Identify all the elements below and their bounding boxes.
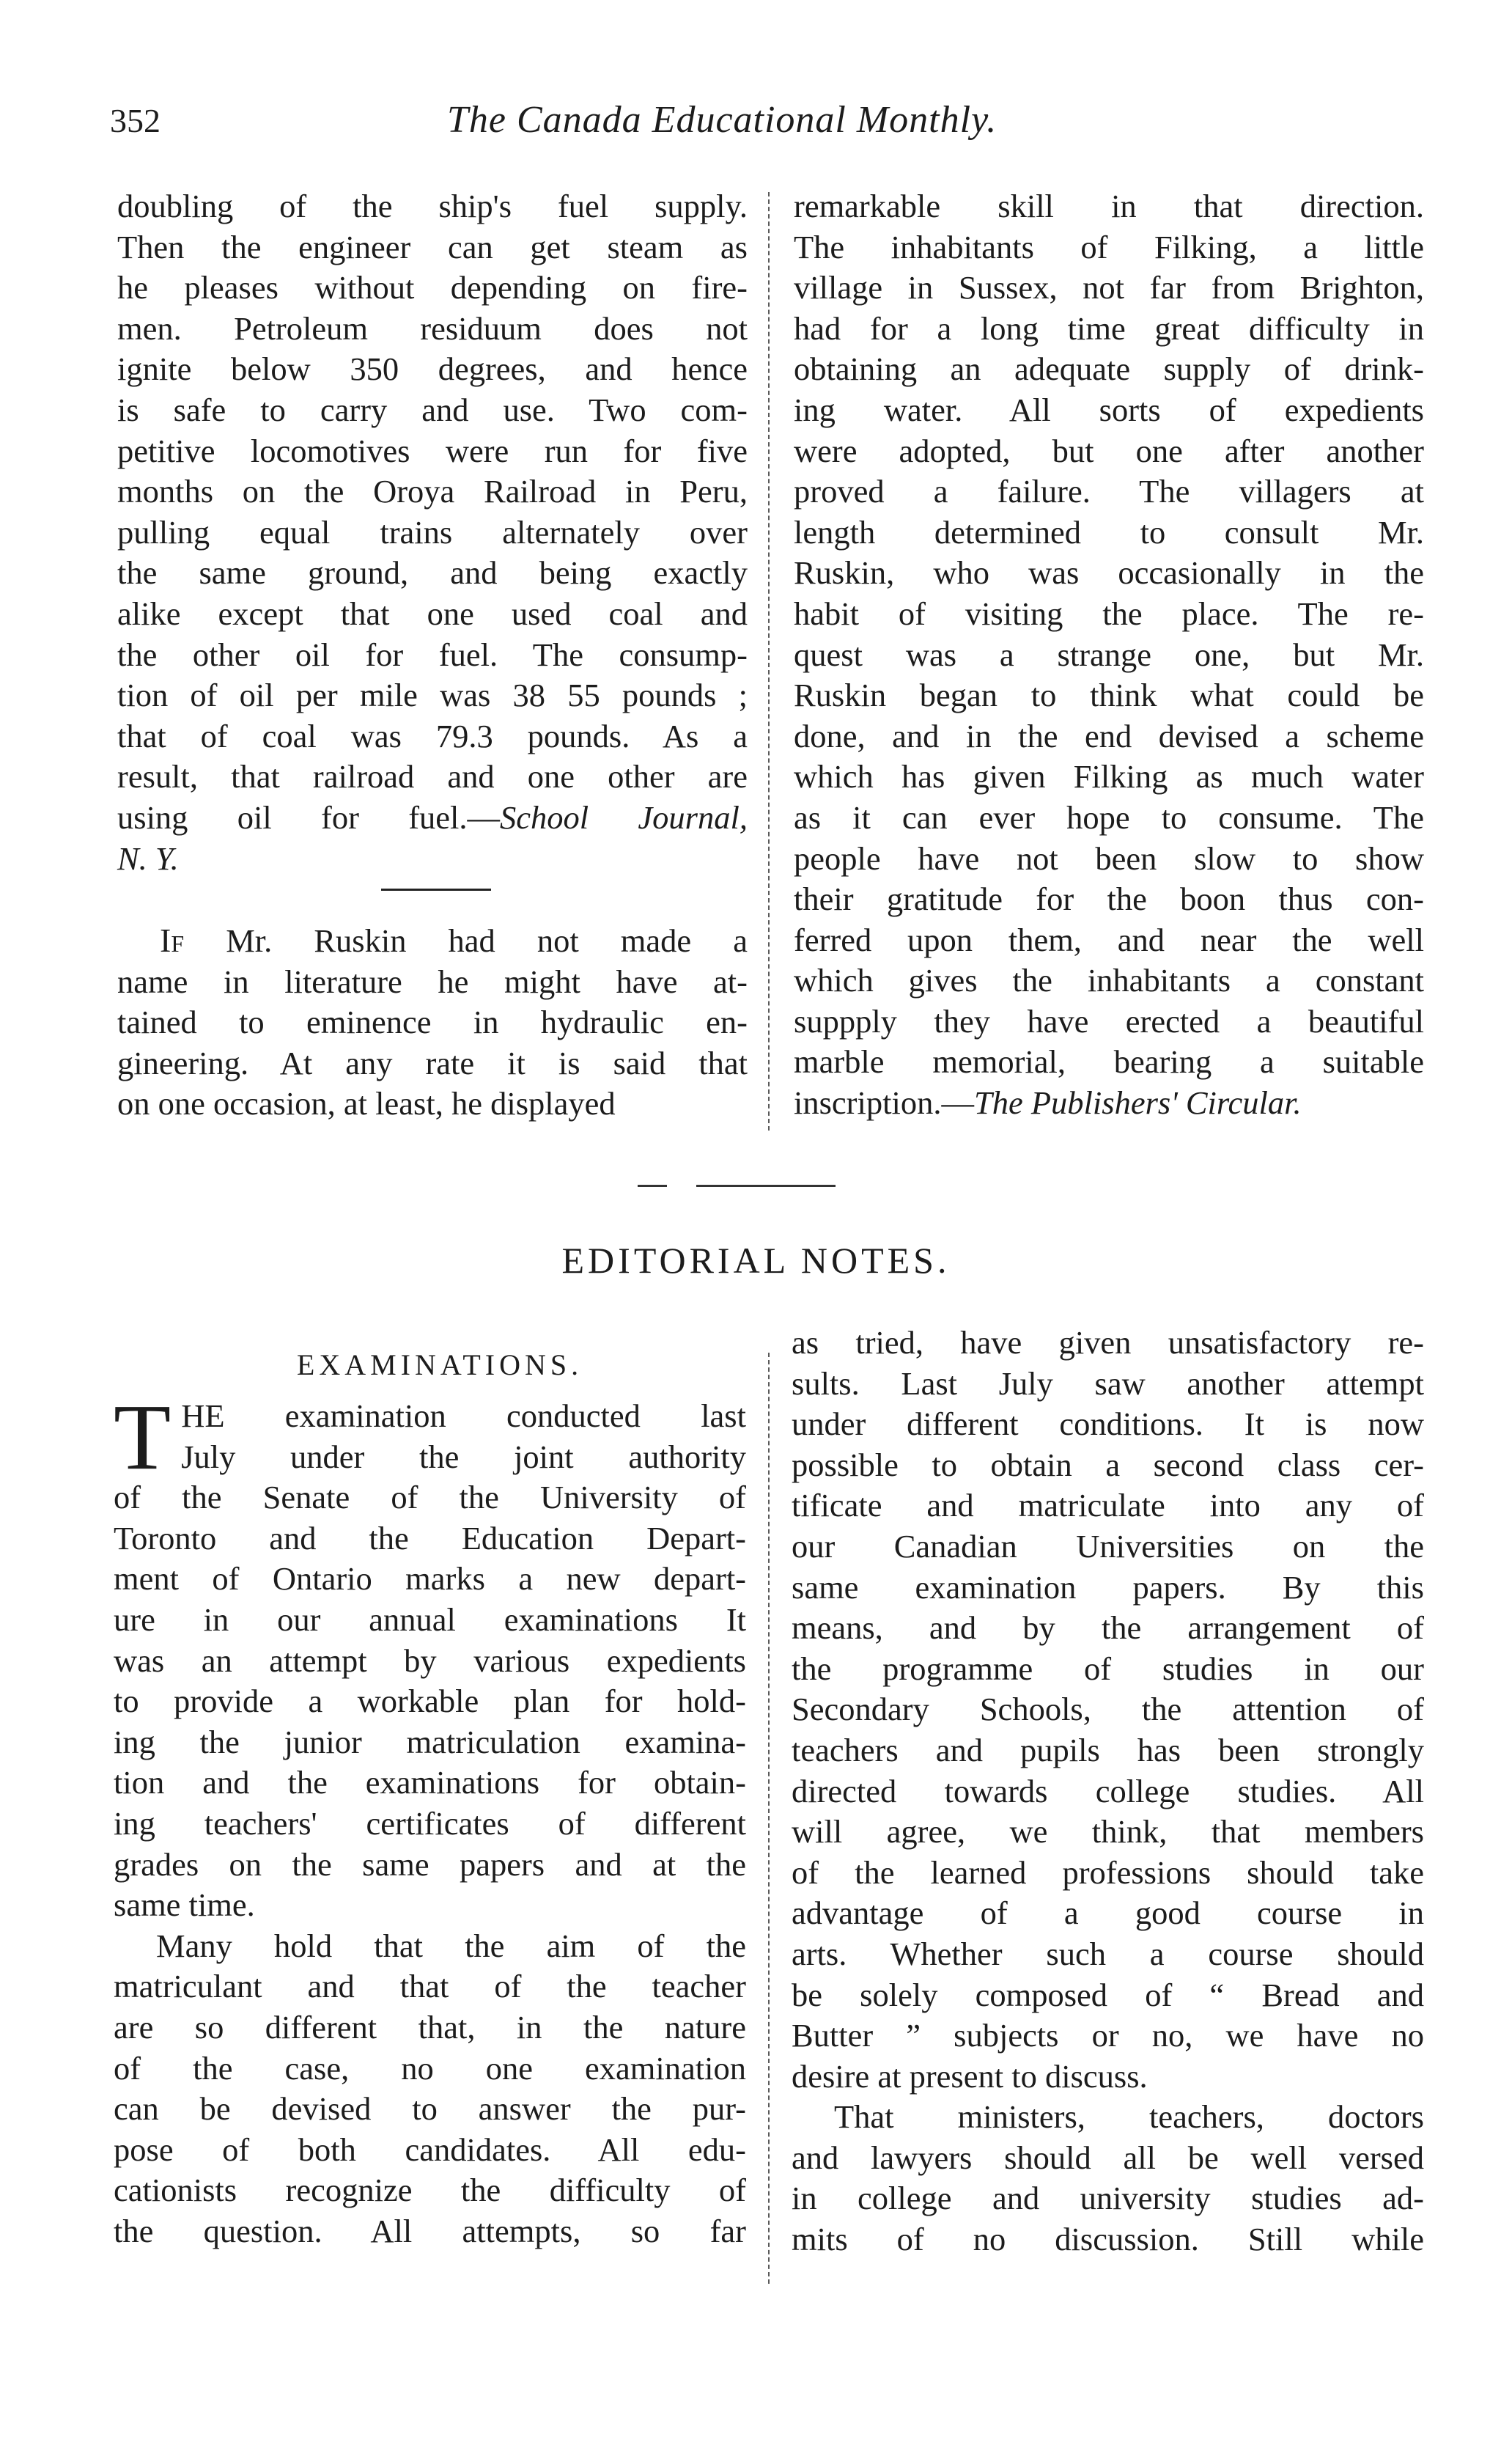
subsection-title: EXAMINATIONS. xyxy=(296,1348,583,1381)
text-line: obtaining an adequate supply of drink- xyxy=(794,350,1424,388)
text-line: tion of oil per mile was 38 55 pounds ; xyxy=(117,677,748,714)
text-line: suppply they have erected a beautiful xyxy=(794,1002,1424,1040)
ruskin-lines xyxy=(117,962,748,1125)
text-line: under different conditions. It is now xyxy=(792,1405,1424,1443)
text-line: will agree, we think, that members xyxy=(792,1813,1424,1850)
text-line: Butter ” subjects or no, we have no xyxy=(792,2017,1424,2054)
citation-line xyxy=(117,798,748,839)
text-line: tion and the examinations for obtain- xyxy=(114,1764,746,1801)
text-line: which gives the inhabitants a constant xyxy=(794,962,1424,999)
text-line: pose of both candidates. All edu- xyxy=(114,2131,746,2168)
text-line: Secondary Schools, the attention of xyxy=(792,1691,1424,1728)
page-number: 352 xyxy=(110,102,161,139)
text-line: the question. All attempts, so far xyxy=(114,2212,746,2249)
text-line: their gratitude for the boon thus con- xyxy=(794,881,1424,918)
text-line: the other oil for fuel. The consump- xyxy=(117,636,748,673)
text-line: done, and in the end devised a scheme xyxy=(794,717,1424,754)
text-line: be solely composed of “ Bread and xyxy=(792,1976,1424,2013)
text-line: ment of Ontario marks a new depart- xyxy=(114,1560,746,1598)
text-line: in college and university studies ad- xyxy=(792,2180,1424,2217)
first-paragraph xyxy=(114,1477,746,1926)
text-line: that of coal was 79.3 pounds. As a xyxy=(117,717,748,754)
ornamental-rule-right xyxy=(696,1185,836,1187)
text-line: are so different that, in the nature xyxy=(114,2008,746,2045)
text-line: teachers and pupils has been strongly xyxy=(792,1731,1424,1768)
text-line: The inhabitants of Filking, a little xyxy=(794,228,1424,265)
text-line: he pleases without depending on fire- xyxy=(117,269,748,306)
text-line: grades on the same papers and at the xyxy=(114,1845,746,1883)
text-line: men. Petroleum residuum does not xyxy=(117,309,748,347)
text-line: the same ground, and being exactly xyxy=(117,554,748,592)
text-line: was an attempt by various expedients xyxy=(114,1642,746,1679)
drop-cap: T xyxy=(114,1385,172,1489)
text-line: pulling equal trains alternately over xyxy=(117,513,748,551)
text-line: ing the junior matriculation examina- xyxy=(114,1723,746,1760)
text-line: July under the joint authority xyxy=(181,1438,746,1475)
publishers-citation-line xyxy=(794,1083,1424,1124)
text-line: possible to obtain a second class cer- xyxy=(792,1446,1424,1483)
section-title: EDITORIAL NOTES. xyxy=(561,1240,951,1281)
text-line: proved a failure. The villagers at xyxy=(794,473,1424,510)
text-line: Then the engineer can get steam as xyxy=(117,228,748,265)
text-line: advantage of a good course in xyxy=(792,1894,1424,1932)
item-separator-rule xyxy=(381,889,491,891)
text-line: had for a long time great difficulty in xyxy=(794,309,1424,347)
top-right-last-line: inscription.— xyxy=(794,1084,974,1122)
text-line: matriculant and that of the teacher xyxy=(114,1968,746,2005)
text-line: length determined to consult Mr. xyxy=(794,513,1424,551)
text-line: on one occasion, at least, he displayed xyxy=(117,1085,616,1122)
text-line: which has given Filking as much water xyxy=(794,758,1424,795)
text-line: our Canadian Universities on the xyxy=(792,1527,1424,1565)
text-line: tificate and matriculate into any of xyxy=(792,1487,1424,1524)
text-line: That ministers, teachers, doctors xyxy=(834,2098,1424,2136)
text-line: to provide a workable plan for hold- xyxy=(114,1683,746,1720)
first-paragraph-head xyxy=(114,1385,746,1489)
text-line: tained to eminence in hydraulic en- xyxy=(117,1004,748,1041)
text-line: were adopted, but one after another xyxy=(794,432,1424,469)
text-line: is safe to carry and use. Two com- xyxy=(117,391,748,428)
text-line: Many hold that the aim of the xyxy=(156,1927,746,1964)
text-line: quest was a strange one, but Mr. xyxy=(794,636,1424,673)
text-line: people have not been slow to show xyxy=(794,839,1424,877)
page-header xyxy=(110,88,1458,147)
text-line: arts. Whether such a course should xyxy=(792,1935,1424,1972)
text-line: ing teachers' certificates of different xyxy=(114,1804,746,1842)
text-line: remarkable skill in that direction. xyxy=(794,188,1424,224)
top-column-divider xyxy=(768,192,770,1131)
text-line: Ruskin began to think what could be xyxy=(794,677,1424,714)
text-line: HE examination conducted last xyxy=(181,1397,746,1434)
citation-publishers-circular: The Publishers' Circular. xyxy=(973,1084,1302,1122)
text-line: petitive locomotives were run for five xyxy=(117,432,748,469)
top-right-lines xyxy=(794,186,1424,1083)
top-right-column xyxy=(794,186,1424,1124)
text-line: doubling of the ship's fuel supply. xyxy=(117,188,748,224)
right-paragraph-2 xyxy=(792,2097,1424,2260)
text-line: ignite below 350 degrees, and hence xyxy=(117,350,748,388)
text-line: ing water. All sorts of expedients xyxy=(794,391,1424,428)
text-line: mits of no discussion. Still while xyxy=(792,2221,1424,2258)
right-paragraph-1 xyxy=(792,1323,1424,2097)
text-line: means, and by the arrangement of xyxy=(792,1609,1424,1647)
text-line: village in Sussex, not far from Brighton, xyxy=(794,269,1424,306)
text-line: same examination papers. By this xyxy=(792,1568,1424,1606)
text-line: marble memorial, bearing a suitable xyxy=(794,1043,1424,1081)
text-line: as tried, have given unsatisfactory re- xyxy=(792,1324,1424,1361)
text-line: of the case, no one examination xyxy=(114,2049,746,2087)
ruskin-first-text: Mr. Ruskin had not made a xyxy=(226,922,748,960)
running-title: The Canada Educational Monthly. xyxy=(447,99,997,141)
text-line: of the Senate of the University of xyxy=(114,1479,746,1516)
bottom-right-column xyxy=(792,1323,1424,2260)
text-line: ure in our annual examinations It xyxy=(114,1600,746,1638)
text-line: as it can ever hope to consume. The xyxy=(794,798,1424,836)
text-line: habit of visiting the place. The re- xyxy=(794,595,1424,632)
bottom-left-column xyxy=(114,1385,746,2252)
text-line: desire at present to discuss. xyxy=(792,2057,1148,2095)
text-line: ferred upon them, and near the well xyxy=(794,921,1424,958)
text-line: same time. xyxy=(114,1886,255,1924)
text-line: of the learned professions should take xyxy=(792,1853,1424,1891)
text-line: cationists recognize the difficulty of xyxy=(114,2172,746,2209)
top-left-lines xyxy=(117,186,748,798)
top-left-column xyxy=(117,186,748,1125)
ruskin-lead-word: If xyxy=(160,922,185,960)
text-line: sults. Last July saw another attempt xyxy=(792,1364,1424,1402)
ornamental-rule-left xyxy=(638,1185,667,1187)
ruskin-first-line xyxy=(117,920,748,962)
text-line: result, that railroad and one other are xyxy=(117,758,748,795)
text-line: can be devised to answer the pur- xyxy=(114,2090,746,2128)
text-line: and lawyers should all be well versed xyxy=(792,2139,1424,2176)
top-left-last-line: using oil for fuel.— xyxy=(117,798,501,836)
citation-ny: N. Y. xyxy=(117,839,179,877)
text-line: Ruskin, who was occasionally in the xyxy=(794,554,1424,592)
text-line: name in literature he might have at- xyxy=(117,963,748,1000)
text-line: the programme of studies in our xyxy=(792,1650,1424,1687)
second-paragraph xyxy=(114,1926,746,2252)
bottom-column-divider xyxy=(768,1353,770,2284)
text-line: alike except that one used coal and xyxy=(117,595,748,632)
citation-school-journal: School Journal, xyxy=(500,798,748,836)
text-line: months on the Oroya Railroad in Peru, xyxy=(117,473,748,510)
text-line: gineering. At any rate it is said that xyxy=(117,1044,748,1081)
text-line: directed towards college studies. All xyxy=(792,1772,1424,1809)
text-line: Toronto and the Education Depart- xyxy=(114,1519,746,1556)
